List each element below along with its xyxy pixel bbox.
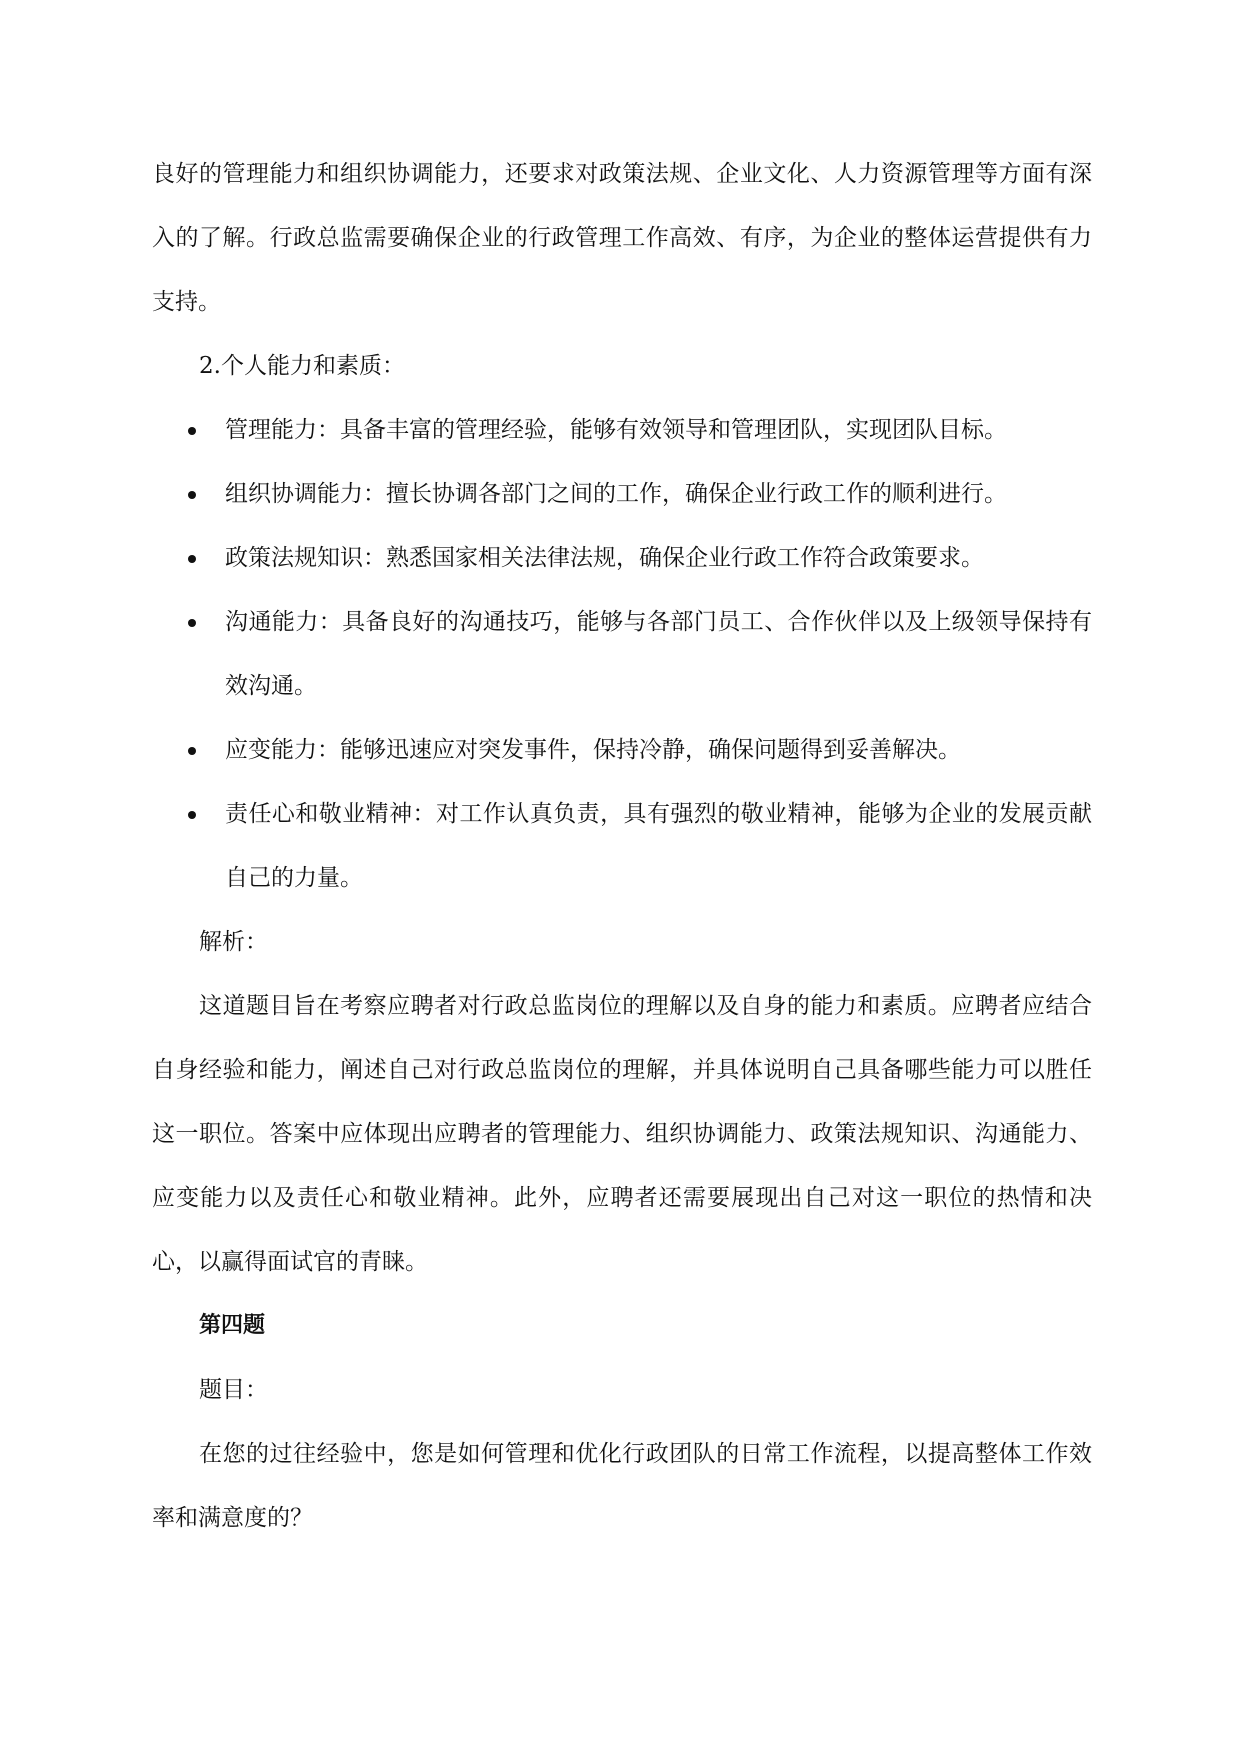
list-item (152, 782, 1092, 910)
list-item-text: 管理能力：具备丰富的管理经验，能够有效领导和管理团队，实现团队目标。 (225, 417, 1007, 443)
analysis-paragraph: 这道题目旨在考察应聘者对行政总监岗位的理解以及自身的能力和素质。应聘者应结合自身经验和能力，阐述自己对行政总监岗位的理解，并具体说明自己具备哪些能力可以胜任这一职位。答案中应体现出应聘者的管理能力、组织协调能力、政策法规知识、沟通能力、应变能力以及责任心和敬业精神。此外，应聘者还需要展现出自己对这一职位的热情和决心，以赢得面试官的青睐。 (152, 993, 1092, 1275)
abilities-list (152, 398, 1092, 910)
list-item-text: 责任心和敬业精神：对工作认真负责，具有强烈的敬业精神，能够为企业的发展贡献自己的力量。 (225, 801, 1092, 891)
intro-paragraph: 良好的管理能力和组织协调能力，还要求对政策法规、企业文化、人力资源管理等方面有深入的了解。行政总监需要确保企业的行政管理工作高效、有序，为企业的整体运营提供有力支持。 (152, 161, 1092, 315)
bullet-icon (188, 747, 196, 755)
bullet-icon (188, 811, 196, 819)
question-4-text: 在您的过往经验中，您是如何管理和优化行政团队的日常工作流程，以提高整体工作效率和满意度的？ (152, 1441, 1092, 1531)
section-2-title: 2.个人能力和素质： (199, 353, 405, 379)
bullet-icon (188, 619, 196, 627)
list-item (152, 526, 1092, 590)
question-4-label: 题目： (199, 1377, 268, 1403)
list-item (152, 590, 1092, 718)
list-item (152, 462, 1092, 526)
analysis-label: 解析： (199, 929, 268, 955)
list-item (152, 398, 1092, 462)
bullet-icon (188, 427, 196, 435)
question-4-heading: 第四题 (199, 1313, 266, 1338)
document-body (152, 142, 1092, 1550)
list-item (152, 718, 1092, 782)
bullet-icon (188, 555, 196, 563)
bullet-icon (188, 491, 196, 499)
list-item-text: 应变能力：能够迅速应对突发事件，保持冷静，确保问题得到妥善解决。 (225, 737, 961, 763)
list-item-text: 沟通能力：具备良好的沟通技巧，能够与各部门员工、合作伙伴以及上级领导保持有效沟通。 (225, 609, 1092, 699)
list-item-text: 组织协调能力：擅长协调各部门之间的工作，确保企业行政工作的顺利进行。 (225, 481, 1007, 507)
list-item-text: 政策法规知识：熟悉国家相关法律法规，确保企业行政工作符合政策要求。 (225, 545, 984, 571)
